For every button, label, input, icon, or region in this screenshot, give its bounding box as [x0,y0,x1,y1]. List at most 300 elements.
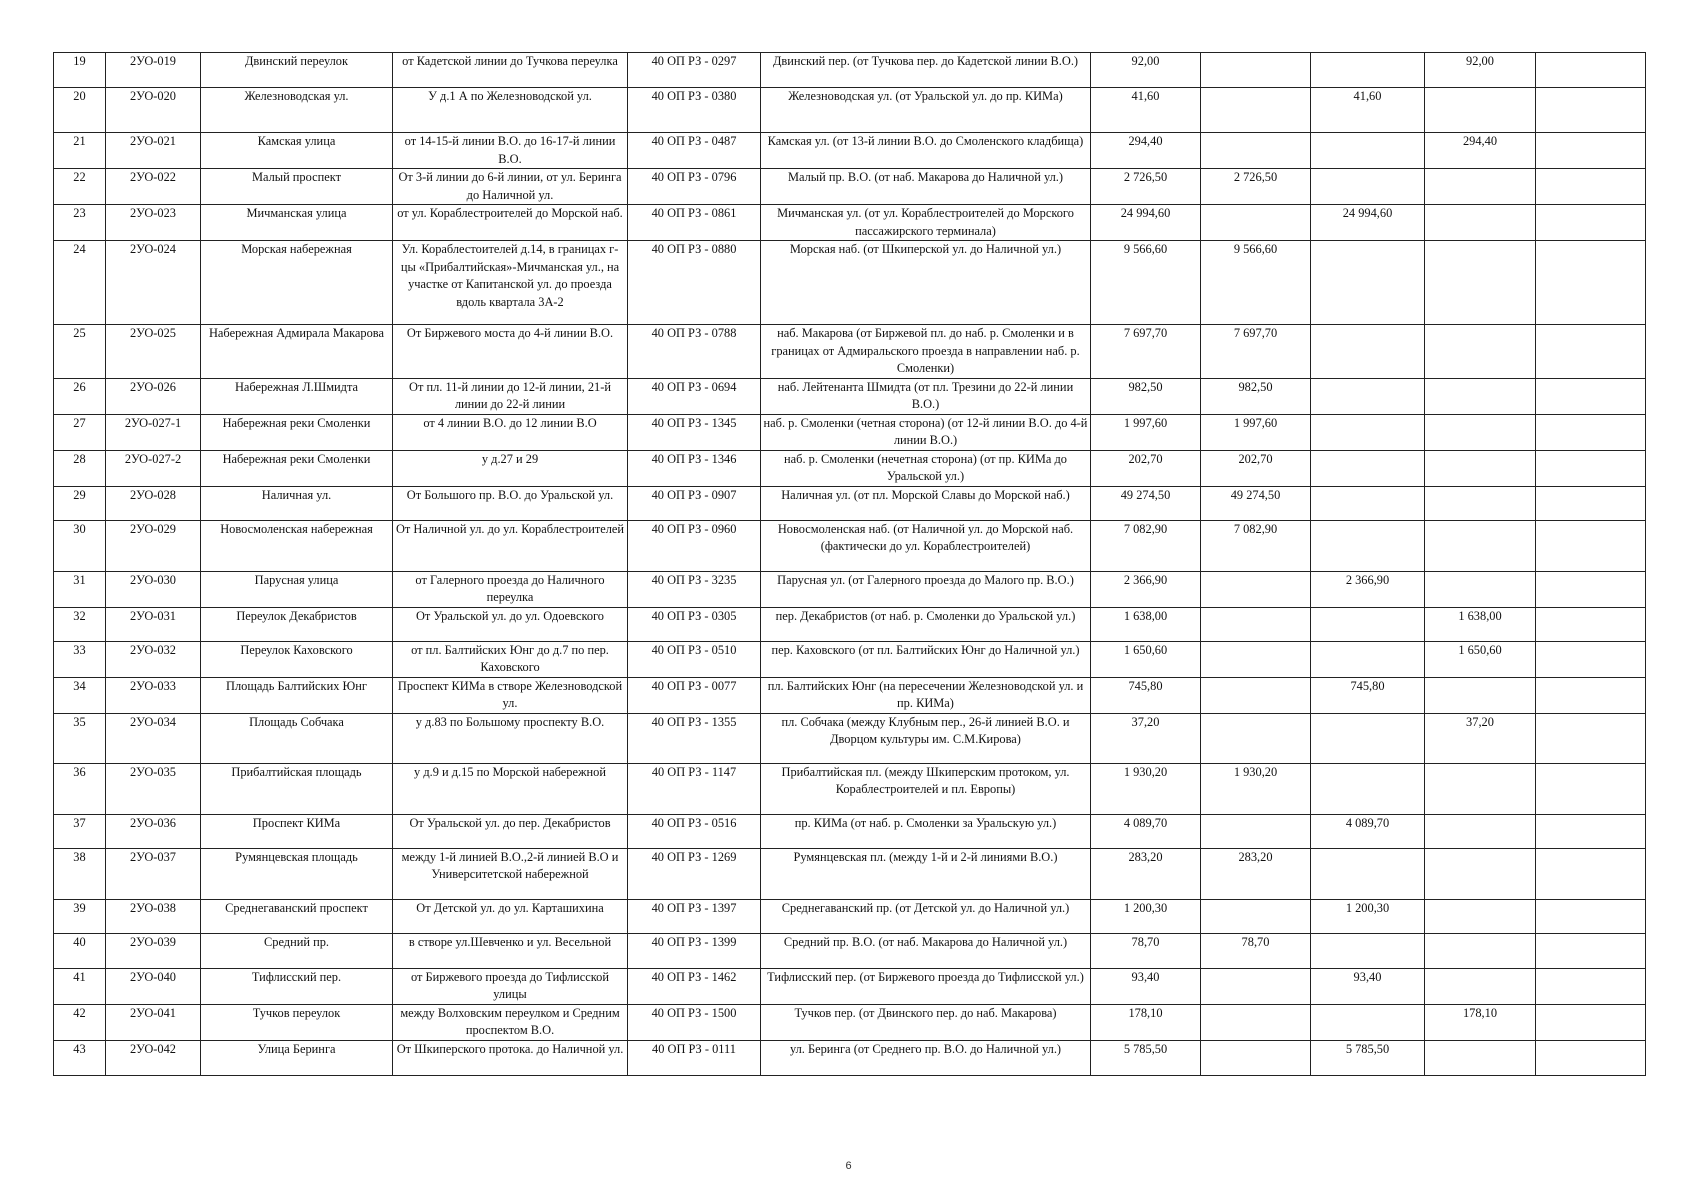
cell-registry-number: 40 ОП РЗ - 0516 [628,814,761,848]
cell-total-area: 37,20 [1091,713,1201,763]
cell-area-col-2: 4 089,70 [1311,814,1425,848]
cell-official: наб. Лейтенанта Шмидта (от пл. Трезини до 22-й линии В.О.) [761,378,1091,414]
cell-total-area: 24 994,60 [1091,205,1201,241]
cell-area-col-1 [1201,53,1311,88]
table-row [54,378,1646,414]
cell-area-col-2 [1311,1004,1425,1040]
cell-area-col-2: 745,80 [1311,677,1425,713]
table-row [54,241,1646,325]
cell-area-col-1 [1201,1004,1311,1040]
cell-object-code: 2УО-042 [106,1040,201,1075]
cell-area-col-4 [1536,486,1646,520]
cell-total-area: 2 726,50 [1091,169,1201,205]
cell-object-code: 2УО-035 [106,763,201,814]
cell-area-col-2 [1311,520,1425,571]
cell-road-name: Набережная Адмирала Макарова [201,325,393,379]
cell-object-code: 2УО-027-1 [106,414,201,450]
cell-registry-number: 40 ОП РЗ - 0380 [628,88,761,133]
cell-area-col-3 [1425,520,1536,571]
cell-section: От Большого пр. В.О. до Уральской ул. [393,486,628,520]
table-body [54,53,1646,1076]
cell-object-code: 2УО-039 [106,933,201,968]
cell-total-area: 1 997,60 [1091,414,1201,450]
cell-road-name: Камская улица [201,133,393,169]
table-row [54,53,1646,88]
cell-official: пер. Каховского (от пл. Балтийских Юнг до Наличной ул.) [761,641,1091,677]
cell-total-area: 283,20 [1091,848,1201,899]
cell-road-name: Среднегаванский проспект [201,899,393,933]
cell-official: Новосмоленская наб. (от Наличной ул. до Морской наб. (фактически до ул. Кораблестроителей) [761,520,1091,571]
cell-area-col-1 [1201,133,1311,169]
cell-area-col-1: 982,50 [1201,378,1311,414]
cell-object-code: 2УО-031 [106,607,201,641]
cell-area-col-1: 2 726,50 [1201,169,1311,205]
cell-road-name: Набережная реки Смоленки [201,450,393,486]
table-row [54,1004,1646,1040]
cell-area-col-2 [1311,133,1425,169]
cell-road-name: Тифлисский пер. [201,968,393,1004]
cell-road-name: Парусная улица [201,571,393,607]
cell-section: От Шкиперского протока. до Наличной ул. [393,1040,628,1075]
table-row [54,450,1646,486]
cell-official: Среднегаванский пр. (от Детской ул. до Наличной ул.) [761,899,1091,933]
cell-road-name: Переулок Декабристов [201,607,393,641]
cell-road-name: Улица Беринга [201,1040,393,1075]
table-row [54,205,1646,241]
cell-section: У д.1 А по Железноводской ул. [393,88,628,133]
cell-area-col-3 [1425,88,1536,133]
cell-area-col-4 [1536,933,1646,968]
cell-row-number: 21 [54,133,106,169]
cell-official: Железноводская ул. (от Уральской ул. до пр. КИМа) [761,88,1091,133]
cell-registry-number: 40 ОП РЗ - 0111 [628,1040,761,1075]
cell-official: пл. Собчака (между Клубным пер., 26-й линией В.О. и Дворцом культуры им. С.М.Кирова) [761,713,1091,763]
cell-area-col-2 [1311,713,1425,763]
cell-area-col-3 [1425,848,1536,899]
cell-registry-number: 40 ОП РЗ - 1500 [628,1004,761,1040]
cell-area-col-2: 93,40 [1311,968,1425,1004]
cell-row-number: 25 [54,325,106,379]
cell-row-number: 40 [54,933,106,968]
cell-registry-number: 40 ОП РЗ - 1345 [628,414,761,450]
cell-area-col-1 [1201,88,1311,133]
cell-row-number: 24 [54,241,106,325]
cell-area-col-4 [1536,133,1646,169]
cell-registry-number: 40 ОП РЗ - 1147 [628,763,761,814]
cell-area-col-3 [1425,677,1536,713]
cell-section: между 1-й линией В.О.,2-й линией В.О и Университетской набережной [393,848,628,899]
cell-road-name: Проспект КИМа [201,814,393,848]
cell-area-col-1: 49 274,50 [1201,486,1311,520]
cell-row-number: 23 [54,205,106,241]
registry-table [53,52,1646,1076]
cell-official: наб. Макарова (от Биржевой пл. до наб. р. Смоленки и в границах от Адмиральского проезда в направлении наб. р. Смоленки) [761,325,1091,379]
cell-area-col-1 [1201,968,1311,1004]
table-row [54,848,1646,899]
cell-road-name: Средний пр. [201,933,393,968]
cell-registry-number: 40 ОП РЗ - 1462 [628,968,761,1004]
cell-object-code: 2УО-029 [106,520,201,571]
cell-area-col-2 [1311,763,1425,814]
cell-row-number: 33 [54,641,106,677]
cell-area-col-2 [1311,607,1425,641]
cell-area-col-4 [1536,88,1646,133]
cell-section: От Биржевого моста до 4-й линии В.О. [393,325,628,379]
cell-registry-number: 40 ОП РЗ - 1397 [628,899,761,933]
cell-official: Румянцевская пл. (между 1-й и 2-й линиями В.О.) [761,848,1091,899]
cell-row-number: 43 [54,1040,106,1075]
cell-total-area: 1 930,20 [1091,763,1201,814]
cell-object-code: 2УО-034 [106,713,201,763]
cell-object-code: 2УО-028 [106,486,201,520]
table-row [54,414,1646,450]
cell-area-col-2 [1311,325,1425,379]
cell-area-col-3 [1425,325,1536,379]
cell-area-col-2 [1311,378,1425,414]
cell-area-col-2 [1311,848,1425,899]
cell-official: пр. КИМа (от наб. р. Смоленки за Уральскую ул.) [761,814,1091,848]
cell-area-col-2: 24 994,60 [1311,205,1425,241]
table-row [54,677,1646,713]
cell-registry-number: 40 ОП РЗ - 0880 [628,241,761,325]
cell-row-number: 34 [54,677,106,713]
cell-area-col-3: 1 650,60 [1425,641,1536,677]
cell-area-col-4 [1536,325,1646,379]
cell-area-col-3 [1425,763,1536,814]
cell-area-col-2: 5 785,50 [1311,1040,1425,1075]
cell-row-number: 20 [54,88,106,133]
cell-area-col-1: 202,70 [1201,450,1311,486]
cell-total-area: 7 082,90 [1091,520,1201,571]
cell-registry-number: 40 ОП РЗ - 1399 [628,933,761,968]
cell-official: пер. Декабристов (от наб. р. Смоленки до Уральской ул.) [761,607,1091,641]
cell-object-code: 2УО-030 [106,571,201,607]
cell-section: от ул. Кораблестроителей до Морской наб. [393,205,628,241]
table-row [54,968,1646,1004]
cell-area-col-1: 1 997,60 [1201,414,1311,450]
cell-area-col-2 [1311,414,1425,450]
cell-area-col-1: 283,20 [1201,848,1311,899]
cell-section: у д.83 по Большому проспекту В.О. [393,713,628,763]
table-row [54,133,1646,169]
table-row [54,1040,1646,1075]
cell-area-col-2 [1311,241,1425,325]
cell-object-code: 2УО-040 [106,968,201,1004]
cell-total-area: 202,70 [1091,450,1201,486]
cell-area-col-1 [1201,205,1311,241]
cell-official: Парусная ул. (от Галерного проезда до Малого пр. В.О.) [761,571,1091,607]
cell-section: от пл. Балтийских Юнг до д.7 по пер. Каховского [393,641,628,677]
cell-section: От пл. 11-й линии до 12-й линии, 21-й линии до 22-й линии [393,378,628,414]
table-row [54,486,1646,520]
cell-area-col-2: 41,60 [1311,88,1425,133]
cell-area-col-4 [1536,169,1646,205]
cell-area-col-1 [1201,571,1311,607]
cell-object-code: 2УО-023 [106,205,201,241]
table-row [54,325,1646,379]
cell-official: Камская ул. (от 13-й линии В.О. до Смоленского кладбища) [761,133,1091,169]
cell-area-col-2 [1311,933,1425,968]
cell-object-code: 2УО-037 [106,848,201,899]
cell-registry-number: 40 ОП РЗ - 0907 [628,486,761,520]
cell-official: Тифлисский пер. (от Биржевого проезда до Тифлисской ул.) [761,968,1091,1004]
cell-area-col-1: 7 082,90 [1201,520,1311,571]
table-row [54,763,1646,814]
cell-road-name: Тучков переулок [201,1004,393,1040]
cell-area-col-1: 7 697,70 [1201,325,1311,379]
cell-section: От Уральской ул. до пер. Декабристов [393,814,628,848]
cell-registry-number: 40 ОП РЗ - 0788 [628,325,761,379]
cell-area-col-1: 78,70 [1201,933,1311,968]
cell-row-number: 29 [54,486,106,520]
cell-official: Средний пр. В.О. (от наб. Макарова до Наличной ул.) [761,933,1091,968]
cell-area-col-3 [1425,169,1536,205]
cell-row-number: 41 [54,968,106,1004]
cell-area-col-3 [1425,968,1536,1004]
cell-total-area: 49 274,50 [1091,486,1201,520]
cell-area-col-3: 294,40 [1425,133,1536,169]
table-row [54,169,1646,205]
cell-area-col-4 [1536,968,1646,1004]
cell-area-col-1 [1201,814,1311,848]
cell-road-name: Набережная реки Смоленки [201,414,393,450]
cell-object-code: 2УО-022 [106,169,201,205]
cell-total-area: 982,50 [1091,378,1201,414]
cell-section: от 14-15-й линии В.О. до 16-17-й линии В.О. [393,133,628,169]
cell-section: От Наличной ул. до ул. Кораблестроителей [393,520,628,571]
cell-total-area: 7 697,70 [1091,325,1201,379]
cell-area-col-4 [1536,520,1646,571]
cell-row-number: 27 [54,414,106,450]
cell-road-name: Площадь Балтийских Юнг [201,677,393,713]
cell-road-name: Двинский переулок [201,53,393,88]
cell-total-area: 9 566,60 [1091,241,1201,325]
cell-area-col-4 [1536,450,1646,486]
cell-area-col-4 [1536,814,1646,848]
cell-area-col-1 [1201,1040,1311,1075]
cell-section: от 4 линии В.О. до 12 линии В.О [393,414,628,450]
cell-area-col-3 [1425,1040,1536,1075]
cell-official: Мичманская ул. (от ул. Кораблестроителей до Морского пассажирского терминала) [761,205,1091,241]
cell-section: От Детской ул. до ул. Карташихина [393,899,628,933]
cell-row-number: 32 [54,607,106,641]
cell-total-area: 1 200,30 [1091,899,1201,933]
cell-row-number: 37 [54,814,106,848]
cell-area-col-3 [1425,814,1536,848]
cell-area-col-1 [1201,677,1311,713]
cell-registry-number: 40 ОП РЗ - 0510 [628,641,761,677]
cell-row-number: 35 [54,713,106,763]
cell-total-area: 1 638,00 [1091,607,1201,641]
table-row [54,607,1646,641]
table-row [54,933,1646,968]
cell-area-col-3: 92,00 [1425,53,1536,88]
cell-object-code: 2УО-032 [106,641,201,677]
cell-total-area: 93,40 [1091,968,1201,1004]
cell-area-col-1 [1201,607,1311,641]
cell-section: Ул. Кораблестоителей д.14, в границах г-цы «Прибалтийская»-Мичманская ул., на участке от Капитанской ул. до проезда вдоль квартала 3А-2 [393,241,628,325]
cell-area-col-3 [1425,933,1536,968]
cell-total-area: 78,70 [1091,933,1201,968]
cell-area-col-4 [1536,848,1646,899]
cell-area-col-3 [1425,414,1536,450]
cell-area-col-4 [1536,607,1646,641]
cell-registry-number: 40 ОП РЗ - 1355 [628,713,761,763]
cell-road-name: Наличная ул. [201,486,393,520]
cell-area-col-2 [1311,169,1425,205]
table-row [54,713,1646,763]
cell-official: Малый пр. В.О. (от наб. Макарова до Наличной ул.) [761,169,1091,205]
cell-registry-number: 40 ОП РЗ - 0694 [628,378,761,414]
cell-registry-number: 40 ОП РЗ - 0077 [628,677,761,713]
cell-area-col-3 [1425,378,1536,414]
cell-area-col-1: 1 930,20 [1201,763,1311,814]
table-row [54,520,1646,571]
cell-total-area: 1 650,60 [1091,641,1201,677]
cell-area-col-4 [1536,53,1646,88]
cell-object-code: 2УО-033 [106,677,201,713]
cell-area-col-2 [1311,641,1425,677]
cell-area-col-3: 37,20 [1425,713,1536,763]
cell-area-col-4 [1536,641,1646,677]
cell-area-col-2: 1 200,30 [1311,899,1425,933]
cell-area-col-2 [1311,486,1425,520]
cell-registry-number: 40 ОП РЗ - 0487 [628,133,761,169]
cell-section: Проспект КИМа в створе Железноводской ул. [393,677,628,713]
cell-road-name: Переулок Каховского [201,641,393,677]
cell-official: Наличная ул. (от пл. Морской Славы до Морской наб.) [761,486,1091,520]
cell-area-col-4 [1536,571,1646,607]
cell-registry-number: 40 ОП РЗ - 0297 [628,53,761,88]
cell-official: ул. Беринга (от Среднего пр. В.О. до Наличной ул.) [761,1040,1091,1075]
cell-section: От Уральской ул. до ул. Одоевского [393,607,628,641]
cell-object-code: 2УО-024 [106,241,201,325]
table-row [54,88,1646,133]
cell-section: между Волховским переулком и Средним проспектом В.О. [393,1004,628,1040]
cell-area-col-4 [1536,899,1646,933]
cell-object-code: 2УО-036 [106,814,201,848]
cell-road-name: Мичманская улица [201,205,393,241]
cell-area-col-4 [1536,241,1646,325]
cell-object-code: 2УО-019 [106,53,201,88]
cell-total-area: 41,60 [1091,88,1201,133]
table-row [54,899,1646,933]
cell-section: в створе ул.Шевченко и ул. Весельной [393,933,628,968]
cell-registry-number: 40 ОП РЗ - 0960 [628,520,761,571]
cell-row-number: 28 [54,450,106,486]
cell-area-col-4 [1536,414,1646,450]
cell-road-name: Площадь Собчака [201,713,393,763]
cell-registry-number: 40 ОП РЗ - 1346 [628,450,761,486]
table-row [54,641,1646,677]
cell-row-number: 26 [54,378,106,414]
table-row [54,571,1646,607]
cell-section: от Галерного проезда до Наличного переулка [393,571,628,607]
cell-area-col-4 [1536,378,1646,414]
cell-total-area: 178,10 [1091,1004,1201,1040]
cell-total-area: 2 366,90 [1091,571,1201,607]
cell-object-code: 2УО-027-2 [106,450,201,486]
page-number: 6 [845,1160,852,1172]
cell-row-number: 31 [54,571,106,607]
cell-area-col-1 [1201,899,1311,933]
cell-road-name: Морская набережная [201,241,393,325]
cell-road-name: Малый проспект [201,169,393,205]
cell-road-name: Румянцевская площадь [201,848,393,899]
cell-row-number: 42 [54,1004,106,1040]
cell-section: у д.27 и 29 [393,450,628,486]
cell-area-col-1: 9 566,60 [1201,241,1311,325]
cell-section: От 3-й линии до 6-й линии, от ул. Беринга до Наличной ул. [393,169,628,205]
cell-row-number: 19 [54,53,106,88]
cell-row-number: 30 [54,520,106,571]
cell-road-name: Железноводская ул. [201,88,393,133]
cell-area-col-3 [1425,899,1536,933]
cell-object-code: 2УО-021 [106,133,201,169]
cell-area-col-3 [1425,241,1536,325]
cell-area-col-3: 178,10 [1425,1004,1536,1040]
cell-registry-number: 40 ОП РЗ - 0861 [628,205,761,241]
cell-area-col-4 [1536,1004,1646,1040]
cell-area-col-4 [1536,713,1646,763]
cell-object-code: 2УО-020 [106,88,201,133]
cell-area-col-3 [1425,450,1536,486]
cell-area-col-3 [1425,486,1536,520]
cell-object-code: 2УО-025 [106,325,201,379]
cell-total-area: 745,80 [1091,677,1201,713]
cell-official: Тучков пер. (от Двинского пер. до наб. Макарова) [761,1004,1091,1040]
cell-area-col-3: 1 638,00 [1425,607,1536,641]
cell-section: у д.9 и д.15 по Морской набережной [393,763,628,814]
cell-row-number: 39 [54,899,106,933]
cell-total-area: 92,00 [1091,53,1201,88]
cell-total-area: 5 785,50 [1091,1040,1201,1075]
cell-registry-number: 40 ОП РЗ - 0305 [628,607,761,641]
cell-area-col-2 [1311,450,1425,486]
cell-official: наб. р. Смоленки (четная сторона) (от 12-й линии В.О. до 4-й линии В.О.) [761,414,1091,450]
cell-official: наб. р. Смоленки (нечетная сторона) (от пр. КИМа до Уральской ул.) [761,450,1091,486]
cell-total-area: 294,40 [1091,133,1201,169]
table-row [54,814,1646,848]
cell-road-name: Прибалтийская площадь [201,763,393,814]
cell-row-number: 36 [54,763,106,814]
cell-area-col-1 [1201,641,1311,677]
cell-object-code: 2УО-038 [106,899,201,933]
cell-area-col-1 [1201,713,1311,763]
cell-road-name: Набережная Л.Шмидта [201,378,393,414]
cell-registry-number: 40 ОП РЗ - 1269 [628,848,761,899]
cell-official: Морская наб. (от Шкиперской ул. до Наличной ул.) [761,241,1091,325]
cell-area-col-2: 2 366,90 [1311,571,1425,607]
cell-registry-number: 40 ОП РЗ - 3235 [628,571,761,607]
cell-area-col-2 [1311,53,1425,88]
cell-registry-number: 40 ОП РЗ - 0796 [628,169,761,205]
cell-row-number: 38 [54,848,106,899]
cell-road-name: Новосмоленская набережная [201,520,393,571]
cell-area-col-4 [1536,1040,1646,1075]
cell-area-col-4 [1536,763,1646,814]
cell-area-col-4 [1536,205,1646,241]
cell-area-col-4 [1536,677,1646,713]
cell-area-col-3 [1425,205,1536,241]
cell-official: пл. Балтийских Юнг (на пересечении Железноводской ул. и пр. КИМа) [761,677,1091,713]
cell-section: от Кадетской линии до Тучкова переулка [393,53,628,88]
cell-official: Двинский пер. (от Тучкова пер. до Кадетской линии В.О.) [761,53,1091,88]
cell-row-number: 22 [54,169,106,205]
cell-object-code: 2УО-041 [106,1004,201,1040]
cell-total-area: 4 089,70 [1091,814,1201,848]
cell-official: Прибалтийская пл. (между Шкиперским протоком, ул. Кораблестроителей и пл. Европы) [761,763,1091,814]
